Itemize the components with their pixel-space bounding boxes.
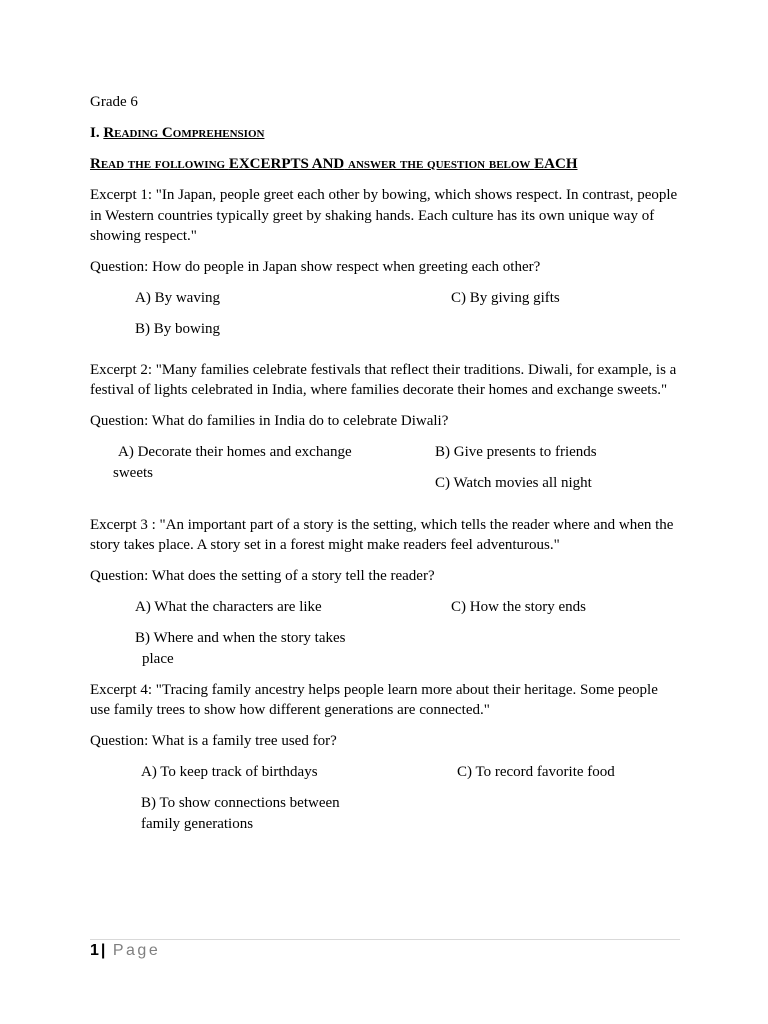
excerpt-2-option-c: C) Watch movies all night (435, 475, 592, 491)
instruction-heading (90, 154, 680, 175)
excerpt-4-text: Excerpt 4: "Tracing family ancestry helps people learn more about their heritage. Some people use family trees to show how different generations are connected." (90, 681, 658, 718)
excerpt-1-option-b: B) By bowing (135, 321, 221, 337)
excerpt-2-option-a: A) Decorate their homes and exchange sweets (113, 444, 352, 481)
excerpt-2-question: Question: What do families in India do to celebrate Diwali? (90, 413, 449, 429)
excerpt-4-option-b: B) To show connections between family generations (141, 795, 340, 832)
section-title: Reading Comprehension (103, 125, 265, 141)
excerpt-3-option-b: B) Where and when the story takes place (135, 630, 346, 667)
excerpt-3-option-c: C) How the story ends (451, 599, 586, 615)
document-page (90, 92, 680, 834)
section-heading (90, 123, 680, 144)
excerpt-1-options (90, 288, 680, 349)
excerpt-1-option-c: C) By giving gifts (451, 290, 560, 306)
excerpt-2-options (90, 442, 680, 504)
page-number: 1 (90, 942, 99, 959)
excerpt-3-option-a: A) What the characters are like (135, 599, 322, 615)
excerpt-2-option-b: B) Give presents to friends (435, 444, 597, 460)
excerpt-3-question: Question: What does the setting of a story tell the reader? (90, 568, 435, 584)
excerpt-4-option-c: C) To record favorite food (457, 764, 615, 780)
excerpt-1-option-a: A) By waving (135, 290, 220, 306)
excerpt-1-text: Excerpt 1: "In Japan, people greet each other by bowing, which shows respect. In contrast, people in Western countries typically greet by shaking hands. Each culture has its own unique way of showing respect." (90, 187, 678, 244)
page-footer (90, 939, 680, 961)
excerpt-2-text: Excerpt 2: "Many families celebrate festivals that reflect their traditions. Diwali, for example, is a festival of lights celebrated in India, where families decorate their homes and exchange sweets." (90, 361, 677, 398)
page-label: Page (112, 942, 161, 959)
instruction-part-3: answer the question below (344, 156, 535, 172)
excerpt-3-text: Excerpt 3 : "An important part of a story is the setting, which tells the reader where and when the story takes place. A story set in a forest might make readers feel adventurous." (90, 516, 674, 553)
excerpt-4-question: Question: What is a family tree used for? (90, 733, 337, 749)
instruction-part-1: Read the following (90, 156, 229, 172)
excerpt-4-options (90, 762, 680, 834)
excerpt-3-options (90, 597, 680, 669)
footer-separator: | (100, 942, 106, 959)
grade-label: Grade 6 (90, 94, 138, 110)
excerpt-4-option-a: A) To keep track of birthdays (141, 764, 318, 780)
section-number: I. (90, 125, 100, 141)
instruction-part-4: EACH (534, 156, 578, 172)
excerpt-1-question: Question: How do people in Japan show respect when greeting each other? (90, 259, 541, 275)
instruction-part-2: EXCERPTS AND (228, 156, 345, 172)
